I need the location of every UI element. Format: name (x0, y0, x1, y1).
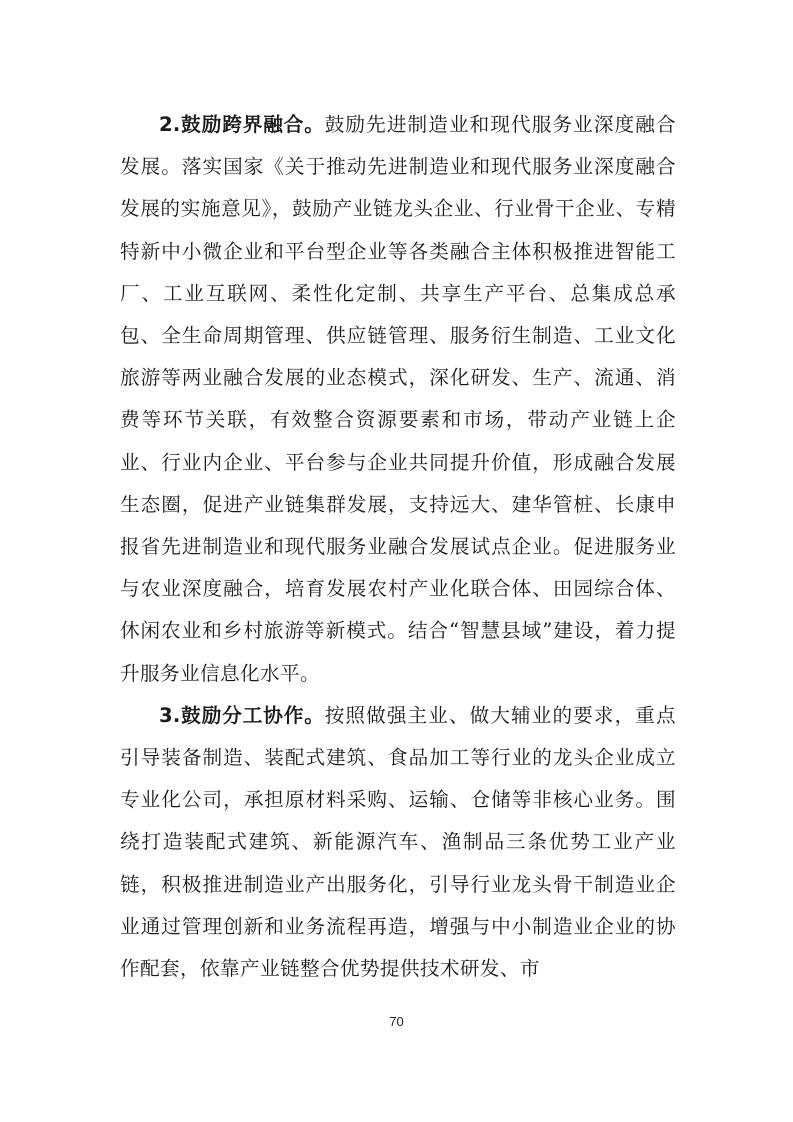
page-number: 70 (389, 1014, 404, 1029)
paragraph-heading: 2.鼓励跨界融合。 (159, 113, 325, 136)
paragraph-heading: 3.鼓励分工协作。 (159, 703, 325, 727)
paragraph-text: 按照做强主业、做大辅业的要求，重点引导装备制造、装配式建筑、食品加工等行业的龙头企业成立专业化公司，承担原材料采购、运输、仓储等非核心业务。围绕打造装配式建筑、新能源汽车、渔制品三条优势工业产业链，积极推进制造业产出服务化，引导行业龙头骨干制造业企业通过管理创新和业务流程再造，增强与中小制造业企业的协作配套，依靠产业链整合优势提供技术研发、市 (120, 703, 676, 981)
paragraph-text: 鼓励先进制造业和现代服务业深度融合发展。落实国家《关于推动先进制造业和现代服务业深度融合发展的实施意见》，鼓励产业链龙头企业、行业骨干企业、专精特新中小微企业和平台型企业等各类融合主体积极推进智能工厂、工业互联网、柔性化定制、共享生产平台、总集成总承包、全生命周期管理、供应链管理、服务衍生制造、工业文化旅游等两业融合发展的业态模式，深化研发、生产、流通、消费等环节关联，有效整合资源要素和市场，带动产业链上企业、行业内企业、平台参与企业共同提升价值，形成融合发展生态圈，促进产业链集群发展，支持远大、建华管桩、长康申报省先进制造业和现代服务业融合发展试点企业。促进服务业与农业深度融合，培育发展农村产业化联合体、田园综合体、休闲农业和乡村旅游等新模式。结合“智慧县域”建设，着力提升服务业信息化水平。 (120, 113, 676, 685)
paragraph-division-of-labor (120, 695, 676, 990)
paragraph-cross-sector-integration (120, 104, 676, 695)
page-body (120, 104, 676, 990)
